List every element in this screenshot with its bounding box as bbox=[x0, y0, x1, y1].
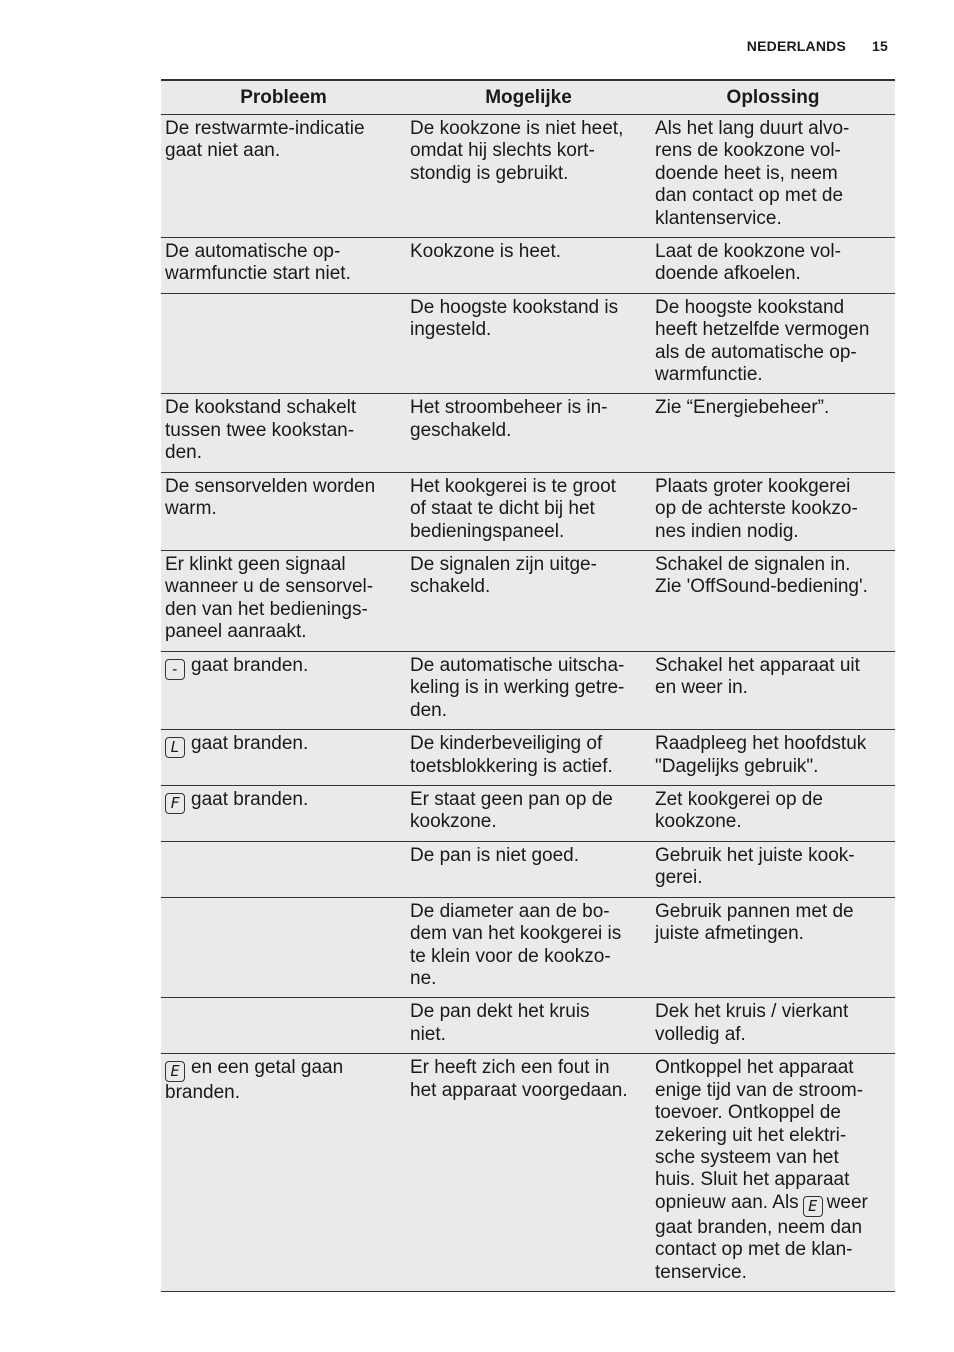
troubleshooting-table bbox=[161, 79, 895, 1292]
problem-cell bbox=[161, 730, 406, 786]
table-row bbox=[161, 238, 895, 294]
problem-text: en een getal gaan branden. bbox=[165, 1057, 344, 1104]
problem-cell bbox=[161, 115, 406, 238]
table-row bbox=[161, 897, 895, 998]
cause-cell bbox=[406, 841, 651, 897]
cause-text: De diameter aan de bo- dem van het kookgerei is te klein voor de kookzo- ne. bbox=[410, 900, 622, 989]
solution-text: Plaats groter kookgerei op de achterste kookzo- nes indien nodig. bbox=[655, 475, 858, 542]
cause-text: De hoogste kookstand is ingesteld. bbox=[410, 296, 619, 341]
section-title: NEDERLANDS bbox=[746, 38, 847, 54]
solution-cell bbox=[651, 394, 895, 472]
solution-text-end: weer gaat branden, neem dan contact op met de klan- tenservice. bbox=[655, 1191, 868, 1283]
solution-text: Dek het kruis / vierkant volledig af. bbox=[655, 1001, 849, 1045]
table-row bbox=[161, 730, 895, 786]
cause-text: De kinderbeveiliging of toetsblokkering is actief. bbox=[410, 733, 613, 777]
cause-cell bbox=[406, 293, 651, 394]
solution-cell bbox=[651, 651, 895, 729]
display-symbol-icon: E bbox=[165, 1061, 185, 1082]
table-row bbox=[161, 998, 895, 1054]
display-symbol-icon: F bbox=[165, 793, 185, 814]
table-row bbox=[161, 785, 895, 841]
table-row bbox=[161, 550, 895, 651]
solution-cell bbox=[651, 115, 895, 238]
cause-text: De pan dekt het kruis niet. bbox=[410, 1001, 590, 1045]
problem-text: gaat branden. bbox=[191, 654, 309, 676]
solution-text-start: Ontkoppel het apparaat enige tijd van de stroom- toevoer. Ontkoppel de zekering uit het elektri- sche systeem van het huis. Sluit het apparaat opnieuw aan. Als bbox=[655, 1057, 864, 1213]
problem-text: De automatische op- warmfunctie start niet. bbox=[165, 241, 351, 285]
solution-text: Zet kookgerei op de kookzone. bbox=[655, 788, 823, 833]
problem-cell bbox=[161, 293, 406, 394]
solution-cell bbox=[651, 897, 895, 998]
display-symbol-icon: - bbox=[165, 659, 185, 680]
problem-cell bbox=[161, 785, 406, 841]
cause-cell bbox=[406, 897, 651, 998]
solution-cell bbox=[651, 550, 895, 651]
table-row bbox=[161, 1054, 895, 1292]
solution-text: Raadpleeg het hoofdstuk "Dagelijks gebruik". bbox=[655, 733, 867, 777]
problem-cell bbox=[161, 651, 406, 729]
cause-cell bbox=[406, 1054, 651, 1292]
problem-text: gaat branden. bbox=[191, 788, 309, 810]
solution-cell bbox=[651, 238, 895, 294]
solution-text: De hoogste kookstand heeft hetzelfde vermogen als de automatische op- warmfunctie. bbox=[655, 296, 870, 386]
solution-text: Gebruik het juiste kook- gerei. bbox=[655, 844, 855, 889]
problem-text: De restwarmte-indicatie gaat niet aan. bbox=[165, 118, 365, 162]
solution-cell bbox=[651, 841, 895, 897]
problem-text: gaat branden. bbox=[191, 733, 309, 755]
problem-text: De sensorvelden worden warm. bbox=[165, 475, 376, 520]
problem-cell bbox=[161, 841, 406, 897]
problem-cell bbox=[161, 550, 406, 651]
solution-text: Gebruik pannen met de juiste afmetingen. bbox=[655, 900, 854, 945]
page-header bbox=[747, 38, 888, 54]
table-row bbox=[161, 394, 895, 472]
column-header-problem: Probleem bbox=[161, 80, 406, 115]
cause-text: De automatische uitscha- keling is in werking getre- den. bbox=[410, 654, 625, 721]
solution-cell bbox=[651, 998, 895, 1054]
table-row bbox=[161, 115, 895, 238]
page-number: 15 bbox=[872, 38, 888, 54]
problem-cell bbox=[161, 394, 406, 472]
cause-text: Kookzone is heet. bbox=[410, 241, 562, 263]
display-symbol-icon: E bbox=[803, 1196, 823, 1217]
cause-cell bbox=[406, 651, 651, 729]
table-header-row bbox=[161, 80, 895, 115]
solution-text: Schakel het apparaat uit en weer in. bbox=[655, 654, 860, 699]
solution-cell bbox=[651, 785, 895, 841]
column-header-cause: Mogelijke bbox=[406, 80, 651, 115]
problem-text: Er klinkt geen signaal wanneer u de sensorvel- den van het bedienings- paneel aanraakt. bbox=[165, 553, 374, 643]
table-row bbox=[161, 841, 895, 897]
cause-text: De kookzone is niet heet, omdat hij slechts kort- stondig is gebruikt. bbox=[410, 118, 624, 184]
display-symbol-icon: L bbox=[165, 737, 185, 758]
cause-text: Er staat geen pan op de kookzone. bbox=[410, 788, 613, 833]
table-row bbox=[161, 651, 895, 729]
cause-cell bbox=[406, 238, 651, 294]
solution-cell bbox=[651, 293, 895, 394]
solution-text: Schakel de signalen in. Zie 'OffSound-bediening'. bbox=[655, 553, 868, 598]
problem-cell bbox=[161, 998, 406, 1054]
cause-cell bbox=[406, 472, 651, 550]
solution-cell bbox=[651, 730, 895, 786]
column-header-solution: Oplossing bbox=[651, 80, 895, 115]
cause-text: De pan is niet goed. bbox=[410, 844, 580, 866]
cause-cell bbox=[406, 550, 651, 651]
cause-text: Er heeft zich een fout in het apparaat voorgedaan. bbox=[410, 1057, 628, 1101]
cause-cell bbox=[406, 998, 651, 1054]
cause-text: Het stroombeheer is in- geschakeld. bbox=[410, 397, 608, 441]
solution-text: Zie “Energiebeheer”. bbox=[655, 397, 830, 419]
cause-cell bbox=[406, 394, 651, 472]
cause-cell bbox=[406, 785, 651, 841]
solution-text: Als het lang duurt alvo- rens de kookzone vol- doende heet is, neem dan contact op met de klantenservice. bbox=[655, 118, 850, 229]
problem-cell bbox=[161, 897, 406, 998]
solution-cell bbox=[651, 472, 895, 550]
solution-cell bbox=[651, 1054, 895, 1292]
problem-cell bbox=[161, 1054, 406, 1292]
problem-text: De kookstand schakelt tussen twee kookstan- den. bbox=[165, 397, 357, 464]
solution-text: Laat de kookzone vol- doende afkoelen. bbox=[655, 241, 841, 285]
problem-cell bbox=[161, 238, 406, 294]
cause-text: Het kookgerei is te groot of staat te dicht bij het bedieningspaneel. bbox=[410, 475, 616, 542]
cause-cell bbox=[406, 115, 651, 238]
cause-cell bbox=[406, 730, 651, 786]
cause-text: De signalen zijn uitge- schakeld. bbox=[410, 553, 597, 598]
problem-cell bbox=[161, 472, 406, 550]
table-row bbox=[161, 293, 895, 394]
table-row bbox=[161, 472, 895, 550]
